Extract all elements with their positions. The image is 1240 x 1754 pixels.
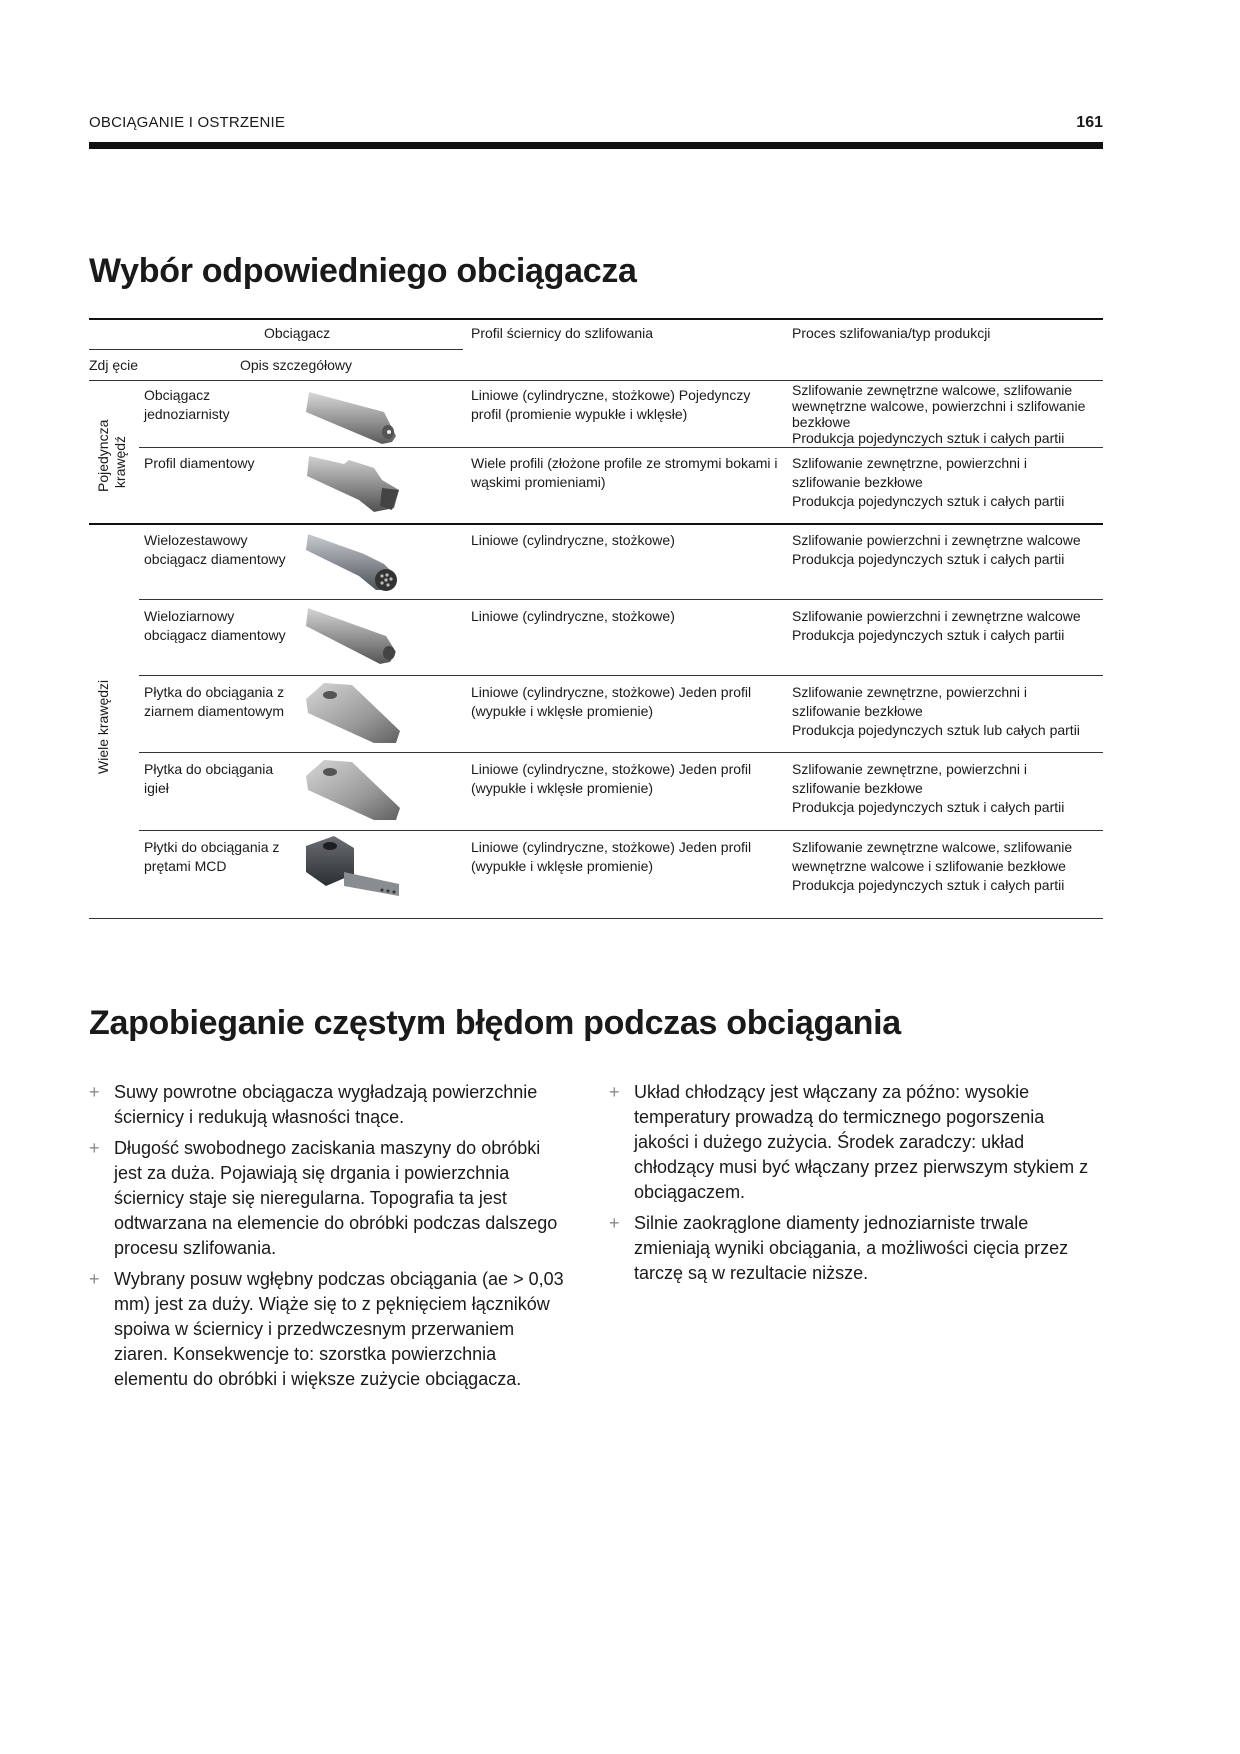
plus-icon: +	[89, 1082, 100, 1102]
row-divider	[139, 675, 1103, 676]
col-header-dresser: Obciągacz	[264, 325, 331, 341]
row-4-name: Wieloziarnowy obciągacz diamentowy	[144, 608, 286, 643]
row-7-name: Płytki do obciągania z prętami MCD	[144, 839, 280, 874]
multi-grain-dresser-icon	[304, 602, 404, 672]
plus-icon: +	[89, 1269, 100, 1289]
row-1-profile: Liniowe (cylindryczne, stożkowe) Pojedynczy profil (promienie wypukłe i wklęsłe)	[471, 387, 751, 422]
row-6-process	[792, 760, 1097, 817]
row-5-production: Produkcja pojedynczych sztuk lub całych partii	[792, 722, 1080, 738]
row-2-profile: Wiele profili (złożone profile ze stromymi bokami i wąskimi promieniami)	[471, 455, 778, 490]
row-5-name: Płytka do obciągania z ziarnem diamentowym	[144, 684, 285, 719]
bullet-item: + Układ chłodzący jest włączany za późno: wysokie temperatury prowadzą do termicznego pogorszenia jakości i dużego zużycia. Środek zaradczy: układ chłodzący musi być włączany przez pierwszym stykiem z obciągaczem.	[609, 1082, 1089, 1202]
dresser-selection-table	[89, 318, 1103, 920]
row-3-profile: Liniowe (cylindryczne, stożkowe)	[471, 532, 675, 548]
row-5-profile: Liniowe (cylindryczne, stożkowe) Jeden profil (wypukłe i wklęsłe promienie)	[471, 684, 752, 719]
table-top-rule	[89, 318, 1103, 320]
row-7-process	[792, 838, 1097, 895]
row-3-process-type: Szlifowanie powierzchni i zewnętrzne walcowe	[792, 532, 1081, 548]
plus-icon: +	[609, 1213, 620, 1233]
row-6-name: Płytka do obciągania igieł	[144, 761, 274, 796]
row-divider	[139, 830, 1103, 831]
row-6-process-type: Szlifowanie zewnętrzne, powierzchni i szlifowanie bezkłowe	[792, 761, 1027, 796]
single-grain-dresser-icon	[304, 384, 404, 454]
row-4-production: Produkcja pojedynczych sztuk i całych partii	[792, 627, 1065, 643]
col-header-photo: Zdj ęcie	[89, 357, 139, 373]
bullet-item: + Silnie zaokrąglone diamenty jednoziarniste trwale zmieniają wyniki obciągania, a możliwości cięcia przez tarczę są w rezultacie niższe.	[609, 1213, 1069, 1283]
group-divider	[89, 523, 1103, 525]
section-name: OBCIĄGANIE I OSTRZENIE	[89, 114, 286, 131]
row-divider	[139, 447, 1103, 448]
section-title-common-errors: Zapobieganie częstym błędom podczas obciągania	[89, 1004, 901, 1042]
row-3-production: Produkcja pojedynczych sztuk i całych partii	[792, 551, 1065, 567]
col-header-detail: Opis szczegółowy	[240, 357, 353, 373]
row-3-name: Wielozestawowy obciągacz diamentowy	[144, 532, 286, 567]
row-6-profile: Liniowe (cylindryczne, stożkowe) Jeden profil (wypukłe i wklęsłe promienie)	[471, 761, 752, 796]
group-label-single-edge: Pojedyncza krawędź	[95, 419, 128, 492]
bullet-item: + Długość swobodnego zaciskania maszyny do obróbki jest za duża. Pojawiają się drgania i powierzchnia ściernicy staje się nieregularna. Topografia ta jest odtwarzana na elemencie do obróbki podczas dalszego procesu szlifowania.	[89, 1138, 558, 1258]
header-sub-rule	[89, 349, 463, 350]
row-5-process	[792, 683, 1097, 740]
running-head	[89, 114, 1103, 134]
bullets-right-column	[609, 1080, 1089, 1292]
row-2-production: Produkcja pojedynczych sztuk i całych partii	[792, 493, 1065, 509]
header-bottom-rule	[89, 380, 1103, 381]
needle-plate-icon	[304, 756, 404, 826]
plus-icon: +	[609, 1082, 620, 1102]
row-7-profile: Liniowe (cylindryczne, stożkowe) Jeden profil (wypukłe i wklęsłe promienie)	[471, 839, 752, 874]
row-5-process-type: Szlifowanie zewnętrzne, powierzchni i szlifowanie bezkłowe	[792, 684, 1027, 719]
row-7-process-type: Szlifowanie zewnętrzne walcowe, szlifowanie wewnętrzne walcowe i szlifowanie bezkłowe	[792, 839, 1073, 874]
bullet-item: + Suwy powrotne obciągacza wygładzają powierzchnie ściernicy i redukują własności tnące.	[89, 1082, 538, 1127]
row-1-name: Obciągacz jednoziarnisty	[144, 387, 230, 422]
row-1-production: Produkcja pojedynczych sztuk i całych partii	[792, 430, 1065, 446]
row-divider	[139, 599, 1103, 600]
col-header-profile: Profil ściernicy do szlifowania	[471, 325, 654, 341]
bullet-item: + Wybrany posuw wgłębny podczas obciągania (ae > 0,03 mm) jest za duży. Wiąże się to z pęknięciem łączników spoiwa w ściernicy i przedwczesnym przerwaniem ziaren. Konsekwencje to: szorstka powierzchnia elementu do obróbki i większe zużycie obciągacza.	[89, 1269, 564, 1389]
row-divider	[139, 752, 1103, 753]
row-1-process-type: Szlifowanie zewnętrzne walcowe, szlifowanie wewnętrzne walcowe, powierzchni i szlifowanie bezkłowe	[792, 382, 1086, 430]
row-2-name: Profil diamentowy	[144, 455, 255, 471]
row-6-production: Produkcja pojedynczych sztuk i całych partii	[792, 799, 1065, 815]
page-number: 161	[1076, 114, 1103, 131]
plus-icon: +	[89, 1138, 100, 1158]
diamond-profile-dresser-icon	[304, 450, 404, 520]
multi-set-dresser-icon	[304, 526, 404, 596]
row-3-process	[792, 531, 1097, 569]
diamond-grit-plate-icon	[304, 679, 404, 749]
table-bottom-rule	[89, 918, 1103, 919]
header-rule	[89, 142, 1103, 149]
row-2-process-type: Szlifowanie zewnętrzne, powierzchni i szlifowanie bezkłowe	[792, 455, 1027, 490]
mcd-rod-plate-icon	[304, 834, 404, 904]
row-7-production: Produkcja pojedynczych sztuk i całych partii	[792, 877, 1065, 893]
section-title-dresser-selection: Wybór odpowiedniego obciągacza	[89, 252, 637, 290]
row-2-process	[792, 454, 1097, 511]
col-header-process: Proces szlifowania/typ produkcji	[792, 325, 991, 341]
row-4-process	[792, 607, 1097, 645]
row-1-process	[792, 382, 1097, 446]
row-4-process-type: Szlifowanie powierzchni i zewnętrzne walcowe	[792, 608, 1081, 624]
row-4-profile: Liniowe (cylindryczne, stożkowe)	[471, 608, 675, 624]
bullets-left-column	[89, 1080, 569, 1398]
group-label-multi-edge: Wiele krawędzi	[95, 679, 111, 774]
